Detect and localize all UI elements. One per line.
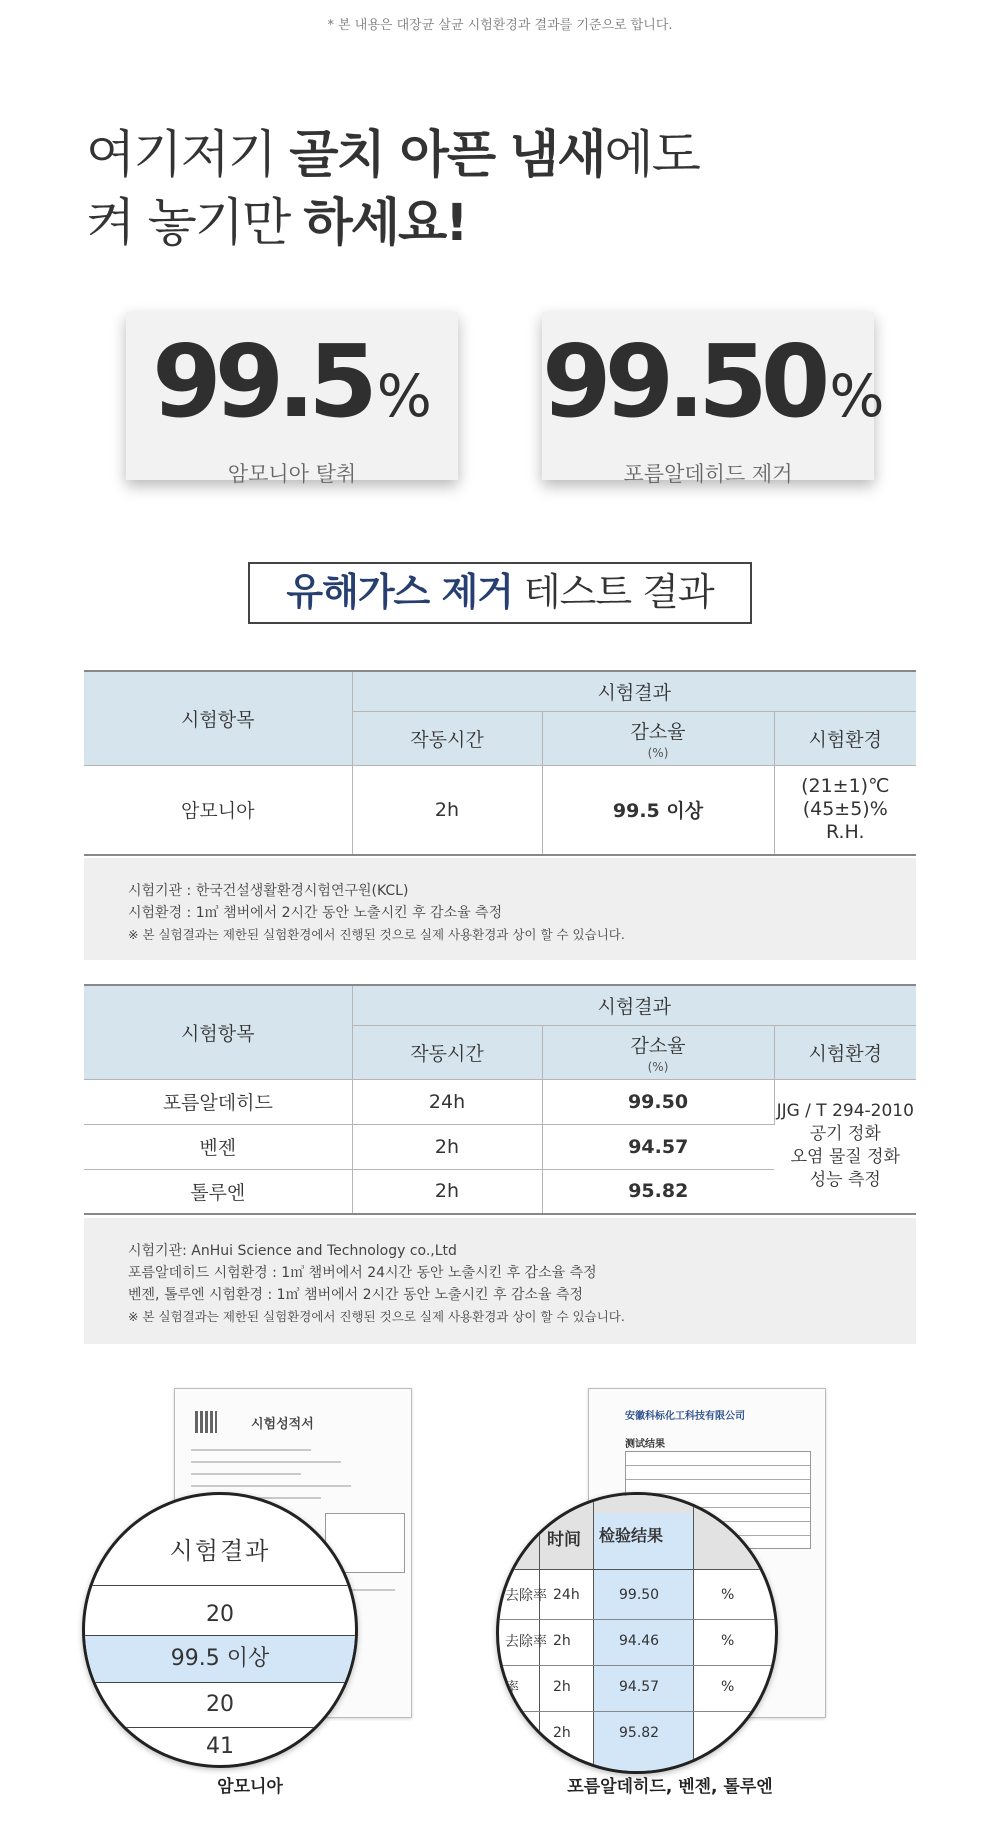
ammonia-certificate-photo xyxy=(0,1380,500,1770)
mag-header: 시험결과 xyxy=(169,1537,271,1565)
mag-row: 率 2h 94.57 % xyxy=(505,1679,735,1696)
rate-header: 감소율 (%) xyxy=(542,711,774,765)
formaldehyde-stat-value: 99.50 % xyxy=(542,323,885,440)
headline-line2: 켜 놓기만 하세요! xyxy=(86,194,467,253)
result-header: 시험결과 xyxy=(352,671,916,711)
mag-row: 2h 95.82 xyxy=(553,1725,660,1741)
table-row xyxy=(84,765,916,855)
document-title: 시험성적서 xyxy=(251,1417,314,1432)
ammonia-caption: 암모니아 xyxy=(217,1777,283,1797)
doc-section-title: 测试结果 xyxy=(625,1439,665,1450)
test-basis-note: * 본 내용은 대장균 살균 시험환경과 결과를 기준으로 합니다. xyxy=(327,18,673,33)
doc-text-line xyxy=(191,1473,301,1475)
item-cell: 포름알데히드 xyxy=(84,1079,352,1124)
doc-logo: 安徽科标化工科技有限公司 xyxy=(625,1411,745,1422)
item-cell: 암모니아 xyxy=(84,765,352,855)
item-header: 시험항목 xyxy=(84,671,352,765)
formaldehyde-stat-card xyxy=(542,312,885,486)
doc-text-line xyxy=(191,1449,311,1451)
mag-divider xyxy=(85,1727,355,1728)
env-cell: (21±1)℃ (45±5)% R.H. xyxy=(774,765,916,855)
gas-result-table xyxy=(84,984,916,1215)
env-cell: JJG / T 294-2010 공기 정화 오염 물질 정화 성능 측정 xyxy=(774,1079,916,1214)
rate-cell: 95.82 xyxy=(542,1169,774,1214)
mag-col-time: 时间 xyxy=(547,1530,581,1550)
gas-test-note: 시험기관: AnHui Science and Technology co.,Ltd 포름알데히드 시험환경 : 1㎥ 챔버에서 24시간 동안 노출시킨 후 감소율 측정 벤젠, 톨루엔 시험환경 : 1㎥ 챔버에서 2시간 동안 노출시킨 후 감소율 측정 ※ 본 실험결과는 제한된 실험환경에서 진행된 것으로 실제 사용환경과 상이 할 수 있습니다. xyxy=(84,1218,916,1344)
time-header: 작동시간 xyxy=(352,1025,542,1079)
item-header: 시험항목 xyxy=(84,985,352,1079)
mag-value: 20 xyxy=(206,1602,234,1627)
ammonia-result-table xyxy=(84,670,916,856)
headline-line1: 여기저기 골치 아픈 냄새에도 xyxy=(86,126,699,185)
headline xyxy=(86,122,699,258)
mag-row: 去除率 2h 94.46 % xyxy=(505,1633,735,1650)
mag-value-highlight: 99.5 이상 xyxy=(85,1636,355,1682)
mag-divider xyxy=(499,1665,775,1666)
table-row xyxy=(84,1079,916,1124)
time-cell: 2h xyxy=(352,1169,542,1214)
ammonia-test-note: 시험기관 : 한국건설생활환경시험연구원(KCL) 시험환경 : 1㎥ 챔버에서 2시간 동안 노출시킨 후 감소율 측정 ※ 본 실험결과는 제한된 실험환경에서 진행된 것으로 실제 사용환경과 상이 할 수 있습니다. xyxy=(84,858,916,960)
mag-divider xyxy=(85,1585,355,1586)
gas-magnified-result xyxy=(496,1492,778,1774)
rate-cell: 99.50 xyxy=(542,1079,774,1124)
env-header: 시험환경 xyxy=(774,1025,916,1079)
formaldehyde-stat-label: 포름알데히드 제거 xyxy=(623,462,793,486)
time-cell: 2h xyxy=(352,765,542,855)
ammonia-magnified-result xyxy=(82,1492,358,1768)
time-cell: 2h xyxy=(352,1124,542,1169)
mag-value: 20 xyxy=(206,1692,234,1717)
time-cell: 24h xyxy=(352,1079,542,1124)
gas-caption: 포름알데히드, 벤젠, 톨루엔 xyxy=(567,1777,773,1797)
env-header: 시험환경 xyxy=(774,711,916,765)
mag-divider xyxy=(499,1711,775,1712)
section-title: 유해가스 제거 테스트 결과 xyxy=(248,562,752,624)
mag-divider xyxy=(499,1619,775,1620)
result-header: 시험결과 xyxy=(352,985,916,1025)
ammonia-stat-value: 99.5 % xyxy=(152,323,432,440)
rate-cell: 94.57 xyxy=(542,1124,774,1169)
mag-col-result: 检验结果 xyxy=(599,1526,664,1545)
gas-certificate-photo xyxy=(500,1380,1000,1770)
item-cell: 벤젠 xyxy=(84,1124,352,1169)
doc-text-line xyxy=(191,1461,341,1463)
doc-text-line xyxy=(191,1485,351,1487)
time-header: 작동시간 xyxy=(352,711,542,765)
rate-cell: 99.5 이상 xyxy=(542,765,774,855)
mag-row: 去除率 24h 99.50 % xyxy=(505,1587,735,1604)
ammonia-stat-label: 암모니아 탈취 xyxy=(227,462,357,486)
ammonia-stat-card xyxy=(126,312,458,486)
mag-value: 41 xyxy=(206,1734,234,1759)
qr-code-icon xyxy=(195,1411,217,1433)
mag-divider xyxy=(499,1569,775,1570)
rate-header: 감소율 (%) xyxy=(542,1025,774,1079)
item-cell: 톨루엔 xyxy=(84,1169,352,1214)
